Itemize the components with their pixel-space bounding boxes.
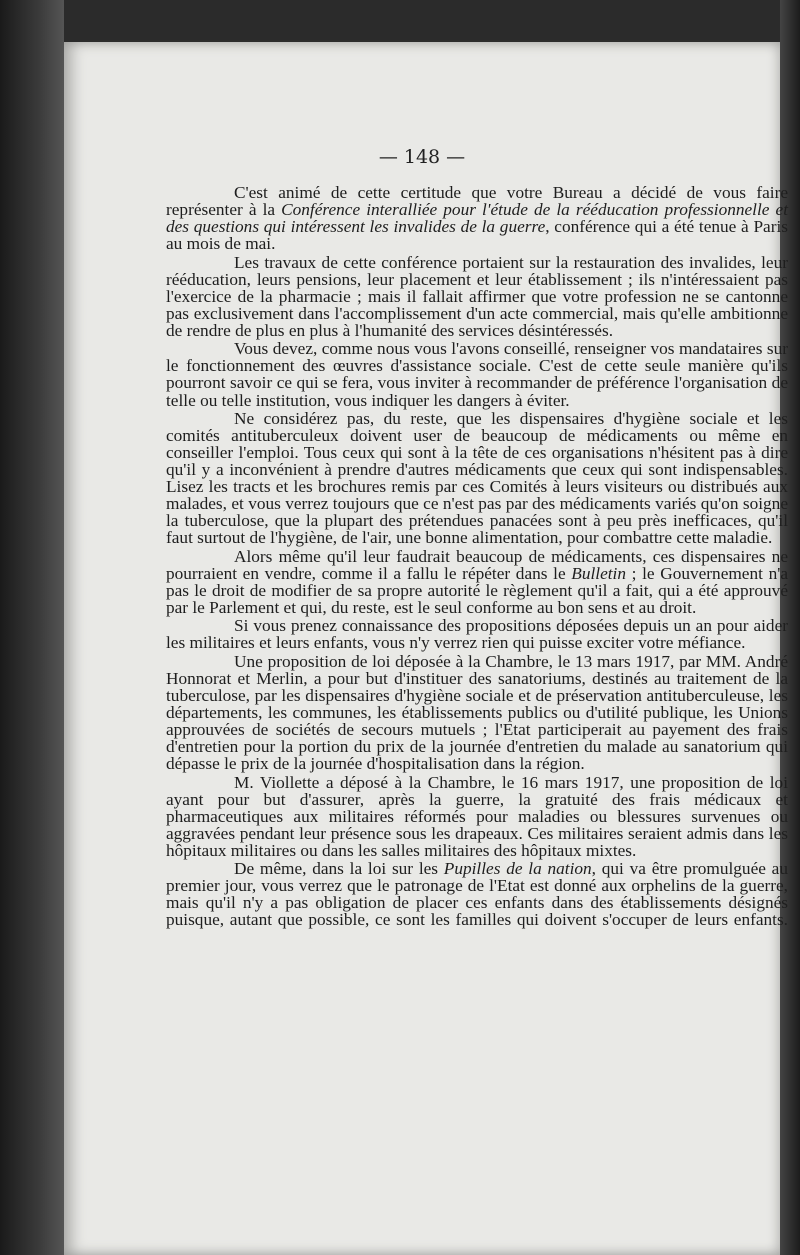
text-run: Vous devez, comme nous vous l'avons conseillé, renseigner vos mandataires sur le fonctionnement des œuvres d'assistance sociale. C'est de cette seule manière qu'ils pourront savoir ce qui se fera, vous inviter à recommander de préférence l'organisation de telle ou telle institution, vous indiquer les dangers à éviter. xyxy=(166,339,788,410)
paragraph xyxy=(166,340,788,408)
paragraph xyxy=(166,548,788,616)
page-number: — 148 — xyxy=(378,146,466,168)
paragraph xyxy=(166,184,788,252)
paragraph xyxy=(166,860,788,928)
text-run: Les travaux de cette conférence portaient sur la restauration des invalides, leur rééducation, leurs pensions, leur placement et leur établissement ; ils n'intéressaient pas l'exercice de la pharmacie ; mais il fallait affirmer que votre profession ne se cantonne pas exclusivement dans l'accomplissement d'un acte commercial, mais qu'elle ambitionne de rendre de plus en plus à l'humanité des services désintéressés. xyxy=(166,252,788,340)
italic-title: Bulletin xyxy=(571,563,626,583)
italic-title: Pupilles de la nation xyxy=(443,859,592,879)
paragraph xyxy=(166,774,788,859)
book-binding-left xyxy=(0,0,64,1255)
text-run: Ne considérez pas, du reste, que les dispensaires d'hygiène sociale et les comités antituberculeux doivent user de beaucoup de médicaments ou même en conseiller l'emploi. Tous ceux qui sont à la tête de ces organisations n'hésitent pas à dire qu'il y a inconvénient à prendre d'autres médicaments que ceux qui sont indispensables. Lisez les tracts et les brochures remis par ces Comités à leurs visiteurs ou distribués aux malades, et vous verrez toujours que ce n'est pas par des médicaments variés qu'on soigne la tuberculose, que la plupart des prétendues panacées sont à peu près inefficaces, qu'il faut surtout de l'hygiène, de l'air, une bonne alimentation, pour combattre cette maladie. xyxy=(166,408,788,548)
text-run: , qui va être promulguée au premier jour, vous verrez que le patronage de l'Etat est donné aux orphelins de la guerre, mais qu'il n'y a pas obligation de placer ces enfants dans des établissements désignés puisque, autant que possible, ce sont les familles qui doivent s'occuper de leurs enfants. xyxy=(166,859,788,930)
italic-title: Conférence interalliée pour l'étude de la rééducation professionnelle et des questions qui intéressent les invalides de la guerre xyxy=(166,200,788,237)
text-run: , conférence qui a été tenue à Paris au mois de mai. xyxy=(166,217,789,254)
paragraph xyxy=(166,653,788,773)
text-run: Si vous prenez connaissance des propositions déposées depuis un an pour aider les militaires et leurs enfants, vous n'y verrez rien qui puisse exciter votre méfiance. xyxy=(166,616,788,653)
text-run: Une proposition de loi déposée à la Chambre, le 13 mars 1917, par MM. André Honnorat et Merlin, a pour but d'instituer des sanatoriums, destinés au traitement de la tuberculose, par les dispensaires d'hygiène sociale et de préservation antituberculeuse, les départements, les communes, les établissements publics ou d'utilité publique, les Unions approuvées de sociétés de secours mutuels ; l'Etat participerait au payement des frais d'entretien pour la portion du prix de la journée d'entretien du malade au sanatorium qui dépasse le prix de la journée d'hospitalisation dans la région. xyxy=(166,651,788,774)
body-text xyxy=(166,184,788,930)
paragraph xyxy=(166,254,788,339)
text-run: M. Viollette a déposé à la Chambre, le 16 mars 1917, une proposition de loi ayant pour but d'assurer, après la guerre, la gratuité des frais médicaux et pharmaceutiques aux militaires réformés pour maladies ou blessures survenues ou aggravées pendant leur présence sous les drapeaux. Ces militaires seraient admis dans les hôpitaux militaires ou dans les salles militaires des hôpitaux mixtes. xyxy=(166,772,788,860)
text-run: De même, dans la loi sur les xyxy=(234,859,444,879)
paragraph xyxy=(166,410,788,547)
text-run: C'est animé de cette certitude que votre Bureau a décidé de vous faire représenter à la xyxy=(166,183,788,220)
text-run: Alors même qu'il leur faudrait beaucoup de médicaments, ces dispensaires ne pourraient en vendre, comme il a fallu le répéter dans le xyxy=(166,546,788,583)
book-page xyxy=(64,42,789,1255)
paragraph xyxy=(166,617,788,651)
text-run: ; le Gouvernement n'a pas le droit de modifier de sa propre autorité le règlement qu'il a fait, qui a été approuvé par le Parlement et qui, du reste, est le seul conforme au bon sens et au droit. xyxy=(166,563,788,617)
